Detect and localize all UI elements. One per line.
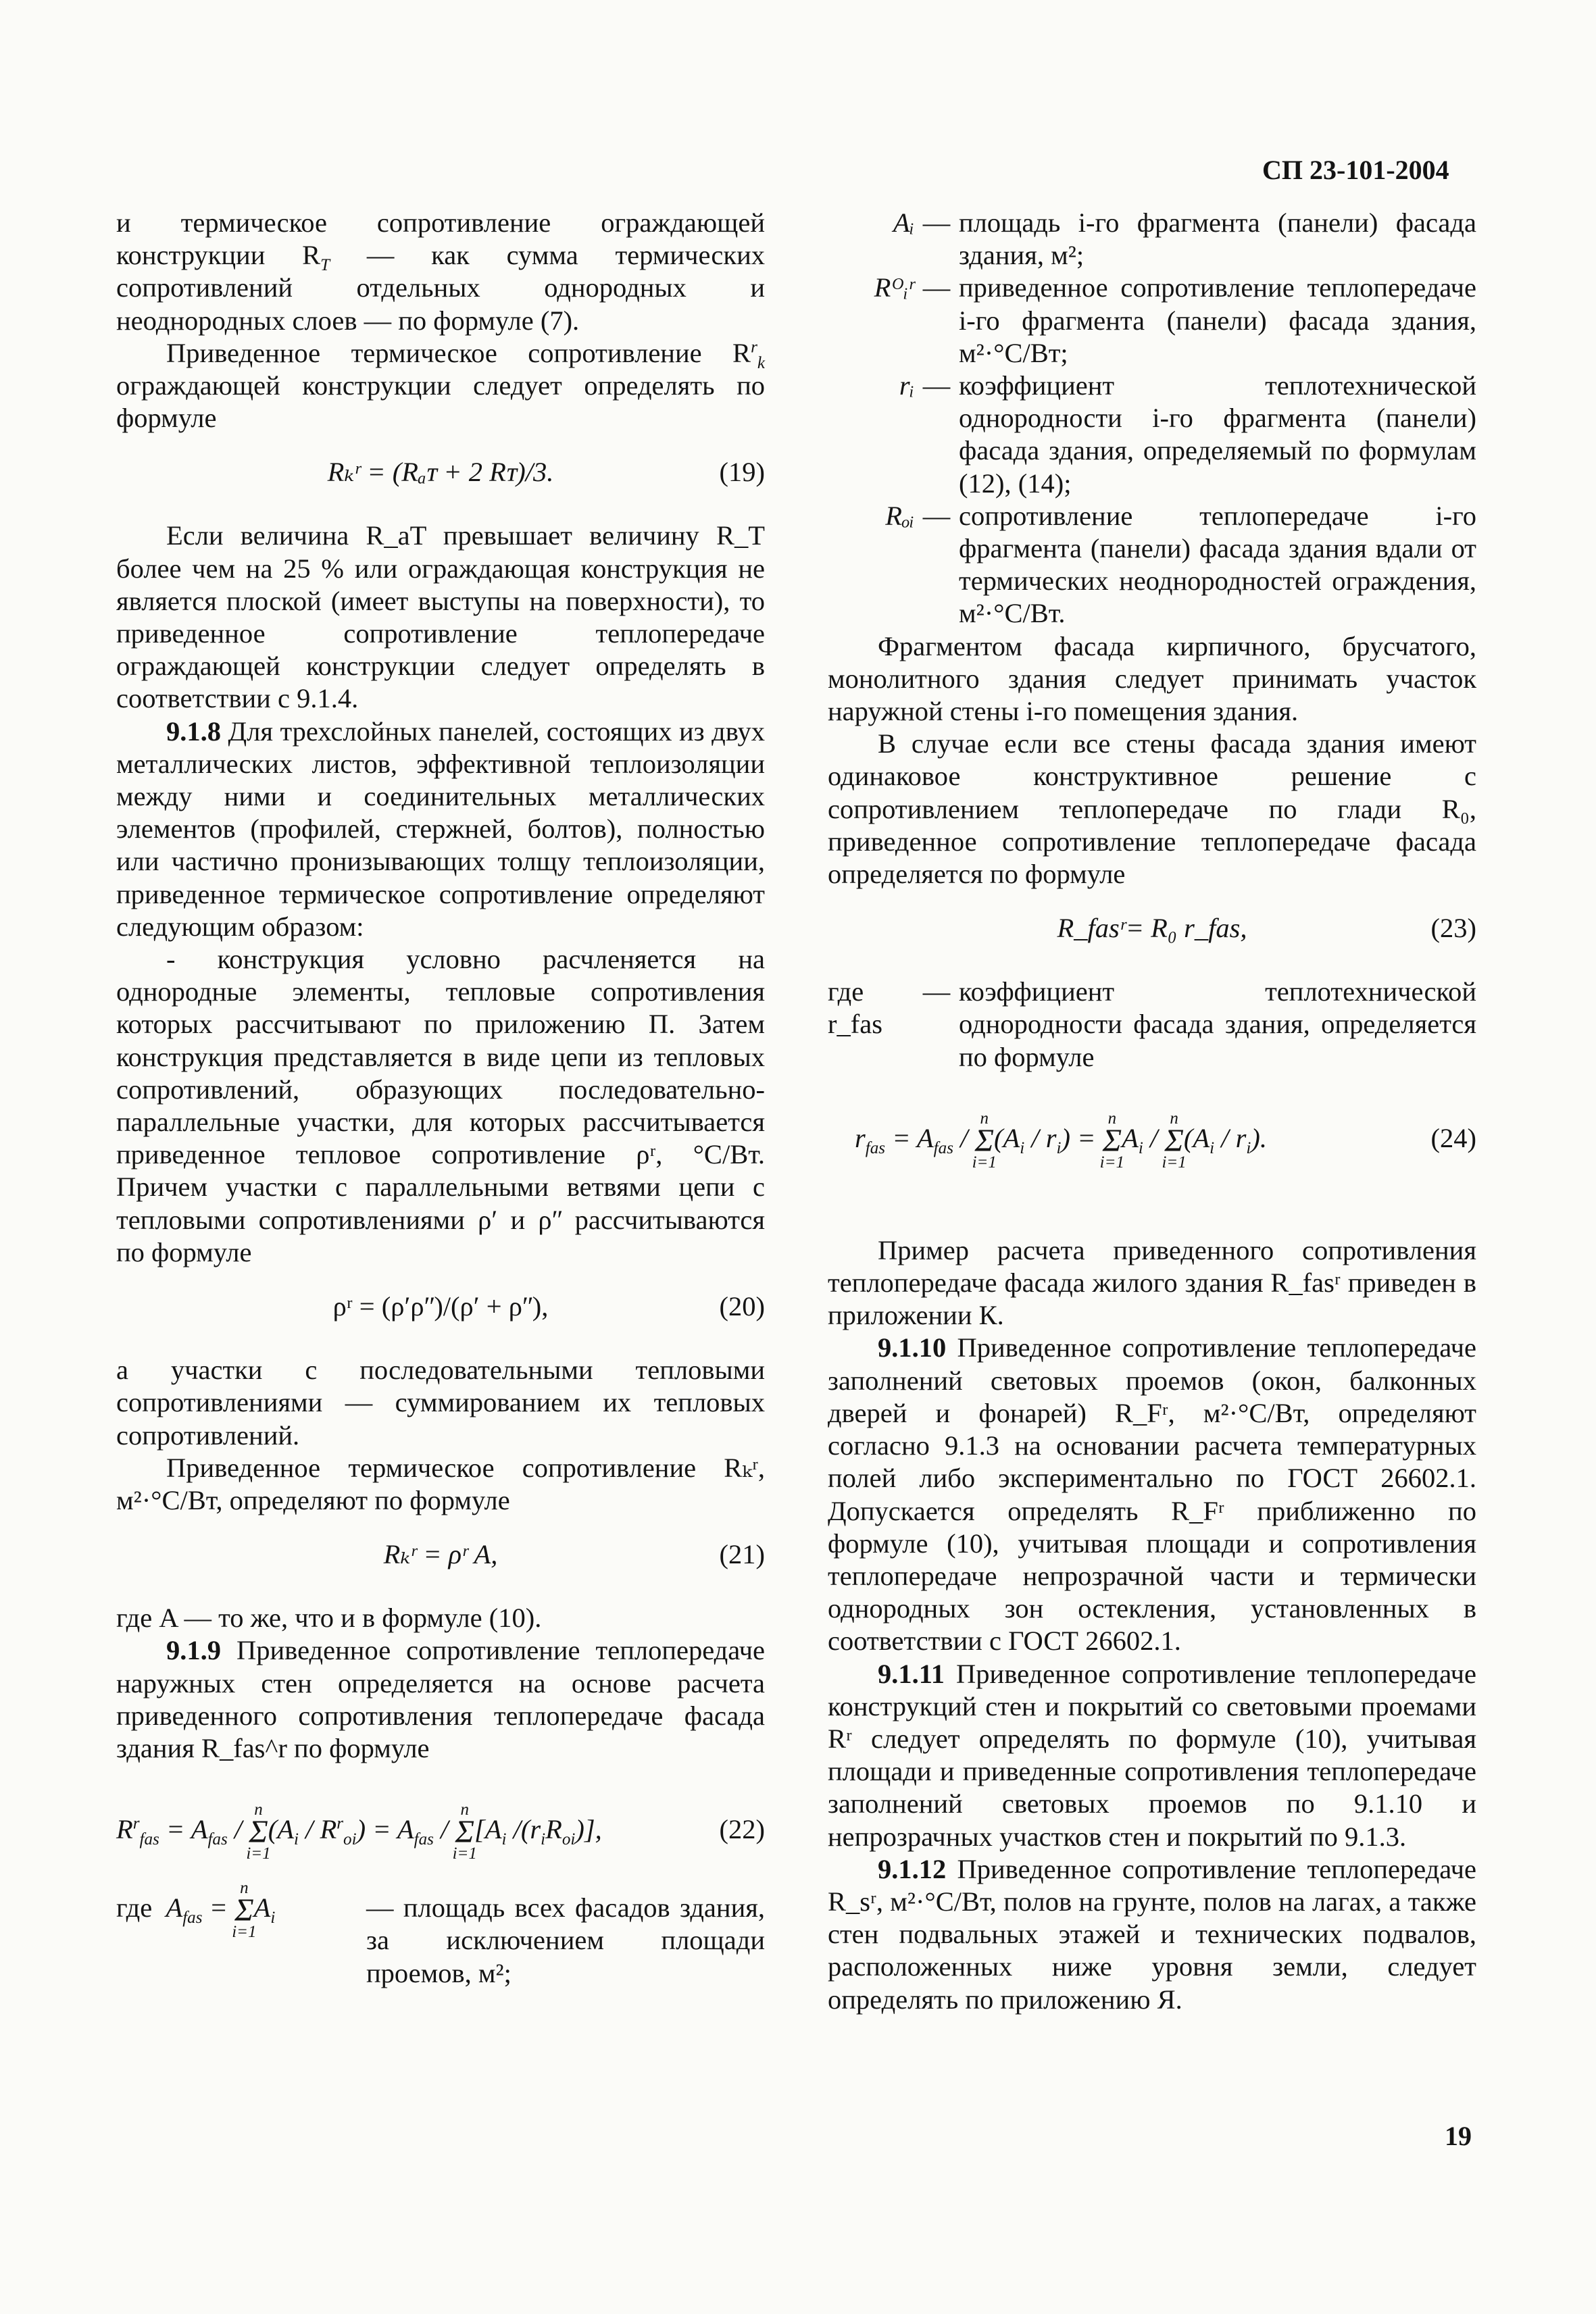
text: Приведенное сопротивление теплопередаче R_sʳ, м²·°С/Вт, полов на грунте, полов на лагах, а также стен подвальных этажей и технических подвалов, расположенных ниже уровня земли, следует определять по приложению Я.	[828, 1853, 1476, 2015]
formula-text: ρʳ = (ρʹρʺ)/(ρʹ + ρʺ),	[332, 1291, 549, 1322]
spacer	[828, 1207, 1476, 1234]
formula-21	[116, 1538, 765, 1578]
left-paragraph-2	[116, 337, 765, 435]
clause-number: 9.1.11	[878, 1658, 945, 1689]
text: ограждающей конструкции следует определять по формуле	[116, 370, 765, 434]
document-code-header: СП 23-101-2004	[1262, 155, 1449, 185]
dash: —	[922, 207, 951, 238]
left-column	[116, 207, 765, 1990]
sum-sign-icon: Σ n i=1	[452, 1801, 477, 1863]
def-symbol: Rᴼᵢʳ	[874, 272, 914, 303]
dash: —	[922, 370, 951, 401]
text: Приведенное сопротивление теплопередаче конструкций стен и покрытий со световыми проемами Rʳ следует определять по формуле (10), учитывая площади и приведенные сопротивления теплопередаче заполнений световых проемов по 9.1.10 и непрозрачных участков стен и покрытий по 9.1.3.	[828, 1658, 1476, 1852]
formula-number: (20)	[719, 1291, 765, 1322]
definition-list	[828, 207, 1476, 630]
clause-number: 9.1.9	[166, 1635, 221, 1666]
left-paragraph-5: - конструкция условно расчленяется на однородные элементы, тепловые сопротивления которых рассчитывают по приложению П. Затем конструкция представляется в виде цепи из тепловых сопротивлений, образующих последовательно-параллельные участки, для которых рассчитывается приведенное тепловое сопротивление ρʳ, °С/Вт. Причем участки с параллельными ветвями цепи с тепловыми сопротивлениями ρʹ и ρʺ рассчитываются по формуле	[116, 944, 765, 1267]
def-symbol: rᵢ	[899, 370, 914, 401]
def-text: площадь i-го фрагмента (панели) фасада здания, м²;	[959, 207, 1476, 271]
formula-22	[116, 1786, 765, 1867]
def-text: коэффициент теплотехнической однородности i-го фрагмента (панели) фасада здания, определяемый по формулам (12), (14);	[959, 370, 1476, 499]
text: и термическое сопротивление ограждающей конструкции R	[116, 207, 765, 271]
page-number: 19	[1445, 2121, 1472, 2151]
right-paragraph-1: Фрагментом фасада кирпичного, брусчатого, монолитного здания следует принимать участок наружной стены i-го помещения здания.	[828, 630, 1476, 727]
right-paragraph-2: В случае если все стены фасада здания имеют одинаковое конструктивное решение с сопротивлением теплопередаче по глади R₀, приведенное сопротивление теплопередаче фасада определяется по формуле	[828, 728, 1476, 890]
sum-sign-icon: Σ n i=1	[972, 1109, 997, 1172]
right-paragraph-5	[828, 1332, 1476, 1657]
formula-number: (21)	[719, 1539, 765, 1570]
right-column	[828, 207, 1476, 2016]
subscript: k	[757, 353, 765, 372]
left-paragraph-9	[116, 1634, 765, 1765]
def-symbol: Aᵢ	[893, 207, 914, 238]
formula-20	[116, 1290, 765, 1330]
text: Для трехслойных панелей, состоящих из двух металлических листов, эффективной теплоизоляции между ними и соединительных металлических элементов (профилей, стержней, болтов), полностью или частично пронизывающих толщу теплоизоляции, приведенное термическое сопротивление определяют следующим образом:	[116, 715, 765, 942]
text: Приведенное сопротивление теплопередаче заполнений световых проемов (окон, балконных дверей и фонарей) R_Fʳ, м²·°С/Вт, определяют согласно 9.1.3 на основании расчета температурных полей либо экспериментально по ГОСТ 26602.1. Допускается определять R_Fʳ приближенно по формуле (10), учитывая площади и сопротивления теплопередаче непрозрачной части и термически однородных зон остекления, установленных в соответствии с ГОСТ 26602.1.	[828, 1332, 1476, 1657]
where-word: где r_fas	[828, 976, 882, 1040]
clause-number: 9.1.10	[878, 1332, 947, 1363]
sum-sign-icon: Σ n i=1	[1162, 1109, 1187, 1172]
dash: —	[922, 272, 951, 303]
formula-23	[828, 912, 1476, 951]
right-paragraph-6	[828, 1658, 1476, 1853]
right-paragraph-4: Пример расчета приведенного сопротивления теплопередаче фасада жилого здания R_fasʳ приведен в приложении К.	[828, 1234, 1476, 1331]
formula-text: $r_{fas} = A_{fas} / \Sigma$ n i=1 $(A_i / r_i) = \Sigma$ n i=1 $A_i$ / Σ n i=1 $(A_i / r_i)$.	[855, 1109, 1267, 1172]
clause-number: 9.1.12	[878, 1853, 947, 1884]
afas-definition-text: — площадь всех фасадов здания, за исключением площади проемов, м²;	[366, 1892, 765, 1988]
formula-number: (23)	[1430, 913, 1476, 944]
def-text: приведенное сопротивление теплопередаче i-го фрагмента (панели) фасада здания, м²·°С/Вт;	[959, 272, 1476, 368]
formula-number: (24)	[1430, 1122, 1476, 1153]
left-paragraph-3: Если величина R_aT превышает величину R_T более чем на 25 % или ограждающая конструкция не является плоской (имеет выступы на поверхности), то приведенное сопротивление теплопередаче ограждающей конструкции следует определять в соответствии с 9.1.4.	[116, 520, 765, 714]
formula-text: R_fasʳ= R₀ r_fas,	[1057, 913, 1247, 944]
text: Приведенное сопротивление теплопередаче наружных стен определяется на основе расчета приведенного сопротивления теплопередаче фасада здания R_fas^r по формуле	[116, 1635, 765, 1763]
sum-sign-icon: Σ n i=1	[232, 1879, 257, 1942]
subscript: T	[320, 256, 330, 275]
afas-formula: где $A_{fas} = \Sigma$ n i=1 $A_i$	[116, 1879, 276, 1942]
where-word: где	[116, 1892, 153, 1923]
left-paragraph-7: Приведенное термическое сопротивление Rₖʳ, м²·°С/Вт, определяют по формуле	[116, 1452, 765, 1515]
left-paragraph-1	[116, 207, 765, 337]
def-text: сопротивление теплопередаче i-го фрагмента (панели) фасада здания вдали от термических неоднородностей ограждения, м²·°С/Вт.	[959, 500, 1476, 629]
dash: —	[922, 500, 951, 531]
formula-text: Rₖʳ = ρʳ A,	[383, 1539, 498, 1570]
where-afas-definition	[116, 1879, 765, 1990]
clause-number: 9.1.8	[166, 715, 221, 747]
where-rfas-definition	[828, 976, 1476, 1074]
superscript: r	[751, 338, 757, 357]
def-text: коэффициент теплотехнической однородности фасада здания, определяется по формуле	[959, 976, 1476, 1072]
text: — как сумма термических сопротивлений отдельных однородных и неоднородных слоев — по формуле (7).	[116, 240, 766, 336]
formula-number: (19)	[719, 457, 765, 488]
dash: —	[922, 976, 951, 1007]
formula-text: $R^r_{fas} = A_{fas} / \Sigma$ n i=1 $(A_i / R^r_{oi}) = A_{fas} / \Sigma$ n i=1 [$A_i$ $/(r_iR_{oi})$],	[116, 1801, 602, 1863]
def-symbol: Rₒᵢ	[885, 500, 914, 531]
formula-24	[828, 1095, 1476, 1183]
formula-19	[116, 456, 765, 495]
left-paragraph-6: а участки с последовательными тепловыми сопротивлениями — суммированием их тепловых сопротивлений.	[116, 1355, 765, 1451]
left-paragraph-8: где A — то же, что и в формуле (10).	[116, 1603, 542, 1634]
right-paragraph-7	[828, 1853, 1476, 2016]
formula-number: (22)	[719, 1814, 765, 1845]
formula-text: Rₖʳ = (Rₐᴛ + 2 Rᴛ)/3.	[327, 457, 554, 488]
text: Приведенное термическое сопротивление R	[166, 337, 751, 368]
sum-sign-icon: Σ n i=1	[1099, 1109, 1124, 1172]
sum-sign-icon: Σ n i=1	[246, 1801, 271, 1863]
left-paragraph-4	[116, 715, 765, 943]
